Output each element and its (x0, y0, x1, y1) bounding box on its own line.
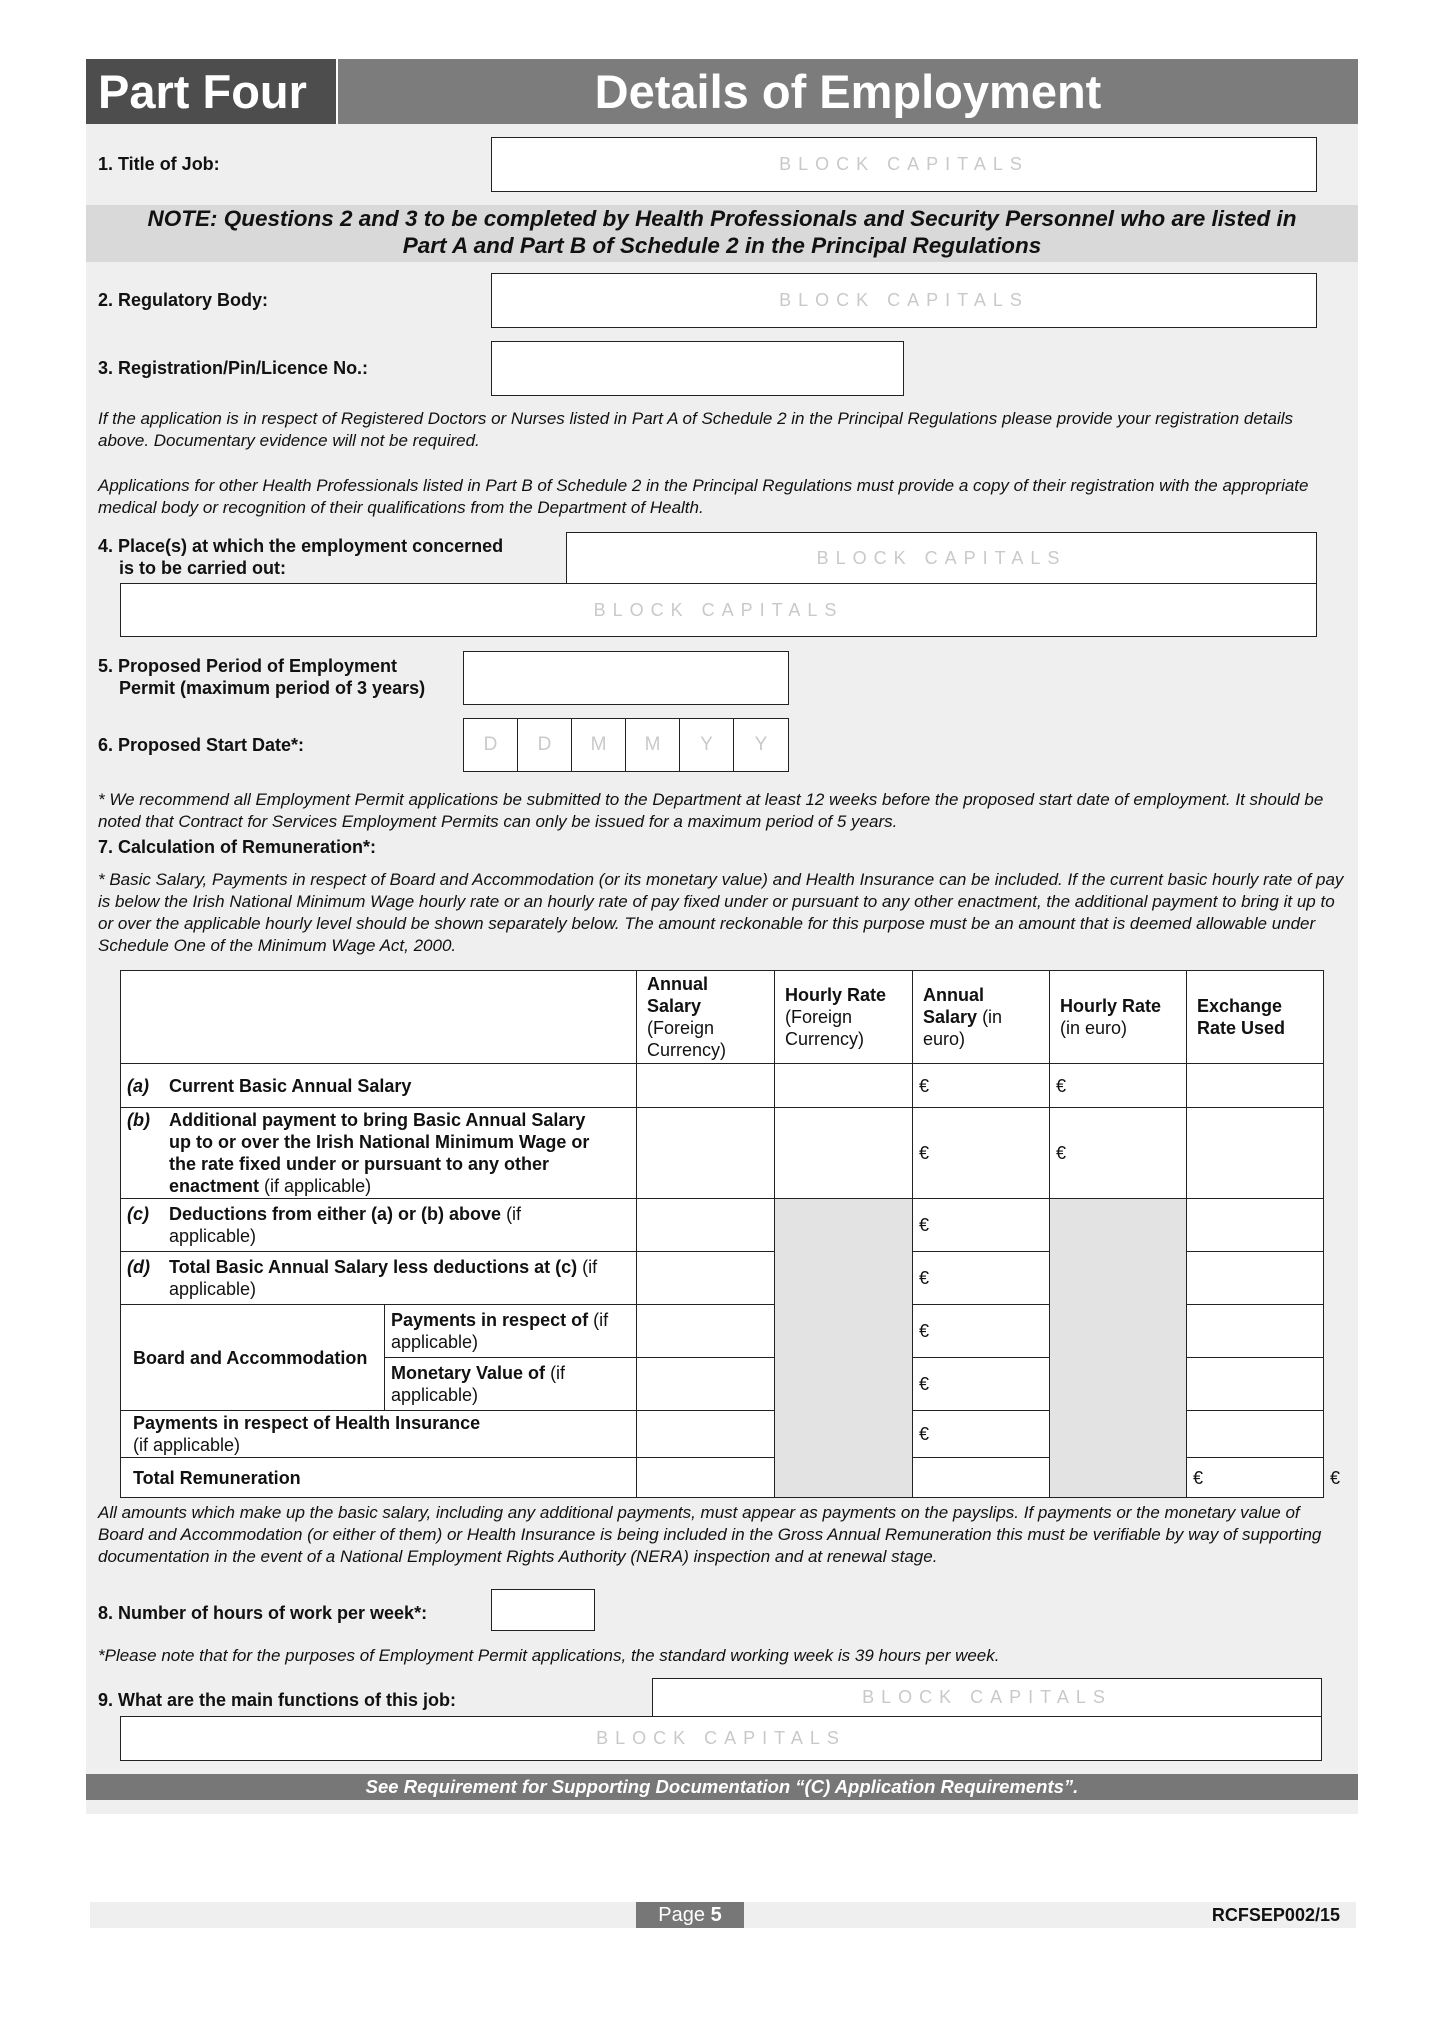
board-monetary-annual-euro[interactable]: € (913, 1358, 1050, 1411)
header-annual-foreign-bold: Annual Salary (647, 974, 708, 1016)
total-remuneration-label: Total Remuneration (121, 1458, 637, 1498)
board-payments-rest: (if applicable) (391, 1310, 609, 1352)
board-monetary-annual-foreign[interactable] (637, 1358, 775, 1411)
board-payments-exchange[interactable] (1187, 1305, 1324, 1358)
q9-label: 9. What are the main functions of this job: (98, 1690, 457, 1710)
q6-label: 6. Proposed Start Date*: (98, 735, 305, 755)
start-date-field[interactable] (463, 718, 789, 772)
job-title-field[interactable] (491, 137, 1317, 192)
permit-period-field[interactable] (463, 651, 789, 705)
regulatory-body-placeholder: BLOCK CAPITALS (779, 290, 1029, 310)
job-title-placeholder: BLOCK CAPITALS (779, 154, 1029, 174)
registration-info-text: If the application is in respect of Registered Doctors or Nurses listed in Part A of Schedule 2 in the Principal Regulations please provide your registration details above. Documentary evidence will not be required. (98, 409, 1294, 450)
row-a-annual-euro[interactable]: € (913, 1064, 1050, 1108)
q5-label-line-1: 5. Proposed Period of Employment (98, 656, 398, 676)
employment-place-field-1[interactable] (566, 532, 1317, 584)
q4-label-line-2: is to be carried out: (119, 558, 287, 578)
start-date-month-2[interactable]: M (626, 719, 680, 771)
header-hourly-euro (1050, 971, 1187, 1064)
registration-number-field[interactable] (491, 341, 904, 396)
board-payments-bold: Payments in respect of (391, 1310, 589, 1330)
section-title: Details of Employment (338, 59, 1358, 124)
hours-note: *Please note that for the purposes of Employment Permit applications, the standard working week is 39 hours per week. (98, 1646, 1000, 1665)
board-payments-annual-foreign[interactable] (637, 1305, 775, 1358)
health-insurance-rest: (if applicable) (133, 1435, 241, 1455)
health-exchange[interactable] (1187, 1411, 1324, 1458)
header-hourly-euro-rest: (in euro) (1060, 1018, 1128, 1038)
row-d-annual-euro[interactable]: € (913, 1252, 1050, 1305)
q5-label (98, 655, 425, 699)
row-d-exchange[interactable] (1187, 1252, 1324, 1305)
row-d-text-rest: (if applicable) (169, 1257, 598, 1299)
header-annual-euro-rest: (in euro) (923, 1007, 1003, 1049)
main-functions-field-2[interactable] (120, 1716, 1322, 1761)
page-number-value: 5 (710, 1904, 722, 1926)
row-c-letter: (c) (127, 1204, 149, 1224)
regulatory-body-field[interactable] (491, 273, 1317, 328)
row-b-exchange[interactable] (1187, 1108, 1324, 1199)
employment-place-placeholder-1: BLOCK CAPITALS (816, 547, 1067, 568)
health-insurance-bold: Payments in respect of Health Insurance (133, 1413, 481, 1433)
table-row (121, 1108, 1324, 1199)
board-monetary-exchange[interactable] (1187, 1358, 1324, 1411)
row-a-annual-foreign[interactable] (637, 1064, 775, 1108)
row-b-letter: (b) (127, 1110, 150, 1130)
start-date-day-2[interactable]: D (518, 719, 572, 771)
row-d-text-bold: Total Basic Annual Salary less deductions at (c) (169, 1257, 578, 1277)
row-a-letter: (a) (127, 1075, 149, 1096)
start-date-note: * We recommend all Employment Permit applications be submitted to the Department at least 12 weeks before the proposed start date of employment. It should be noted that Contract for Services Employment Permits can only be issued for a maximum period of 5 years. (98, 790, 1324, 831)
note-banner (86, 205, 1358, 262)
row-b-annual-euro[interactable]: € (913, 1108, 1050, 1199)
row-b-label (121, 1108, 637, 1199)
start-date-day-1[interactable]: D (464, 719, 518, 771)
header-annual-foreign-rest: (Foreign Currency) (647, 1018, 727, 1060)
row-c-text-rest: (if applicable) (169, 1204, 522, 1246)
row-d-letter: (d) (127, 1257, 150, 1277)
board-payments-label (385, 1305, 637, 1358)
q7-label: 7. Calculation of Remuneration*: (98, 837, 377, 857)
row-b-text-rest: (if applicable) (264, 1176, 372, 1196)
part-heading: Part Four (86, 59, 336, 124)
health-insurance-label (121, 1411, 637, 1458)
health-annual-euro[interactable]: € (913, 1411, 1050, 1458)
row-a-text: Current Basic Annual Salary (169, 1075, 412, 1096)
header-hourly-foreign-rest: (Foreign Currency) (785, 1007, 865, 1049)
q4-label-line-1: 4. Place(s) at which the employment concerned (98, 536, 504, 556)
row-c-text-bold: Deductions from either (a) or (b) above (169, 1204, 502, 1224)
start-date-year-1[interactable]: Y (680, 719, 734, 771)
employment-place-placeholder-2: BLOCK CAPITALS (593, 599, 844, 620)
note-line-1: NOTE: Questions 2 and 3 to be completed by Health Professionals and Security Personnel who are listed in (147, 206, 1297, 231)
q1-label: 1. Title of Job: (98, 154, 220, 174)
start-date-month-1[interactable]: M (572, 719, 626, 771)
header-hourly-foreign (775, 971, 913, 1064)
row-c-label (121, 1199, 637, 1252)
q8-label: 8. Number of hours of work per week*: (98, 1603, 428, 1623)
main-functions-placeholder-1: BLOCK CAPITALS (862, 1687, 1112, 1707)
board-monetary-bold: Monetary Value of (391, 1363, 546, 1383)
table-row (121, 1199, 1324, 1252)
health-annual-foreign[interactable] (637, 1411, 775, 1458)
row-b-text-bold: Additional payment to bring Basic Annual Salary up to or over the Irish National Minimum Wage or the rate fixed under or pursuant to any other enactment (169, 1110, 590, 1196)
table-header-row (121, 971, 1324, 1064)
board-accommodation-label: Board and Accommodation (121, 1305, 385, 1411)
header-annual-foreign (637, 971, 775, 1064)
total-annual-euro[interactable]: € (1187, 1458, 1324, 1498)
supporting-documentation-banner: See Requirement for Supporting Documentation “(C) Application Requirements”. (86, 1774, 1358, 1800)
row-b-hourly-foreign[interactable] (775, 1108, 913, 1199)
header-hourly-foreign-bold: Hourly Rate (785, 985, 887, 1005)
remuneration-note: * Basic Salary, Payments in respect of Board and Accommodation (or its monetary value) and Health Insurance can be included. If the current basic hourly rate of pay is below the Irish National Minimum Wage hourly rate or an hourly rate of pay fixed under or pursuant to any other enactment, the additional payment to bring it up to or over the applicable hourly level should be shown separately below. The amount reckonable for this purpose must be an amount that is deemed allowable under Schedule One of the Minimum Wage Act, 2000. (98, 870, 1344, 955)
table-row (121, 1064, 1324, 1108)
row-b-annual-foreign[interactable] (637, 1108, 775, 1199)
row-c-exchange[interactable] (1187, 1199, 1324, 1252)
header-hourly-euro-bold: Hourly Rate (1060, 996, 1162, 1016)
employment-place-field-2[interactable] (120, 583, 1317, 637)
form-code: RCFSEP002/15 (1211, 1905, 1340, 1925)
row-d-label (121, 1252, 637, 1305)
board-monetary-rest: (if applicable) (391, 1363, 566, 1405)
page-number (636, 1902, 744, 1928)
row-a-exchange[interactable] (1187, 1064, 1324, 1108)
q5-label-line-2: Permit (maximum period of 3 years) (119, 678, 426, 698)
row-c-annual-euro[interactable]: € (913, 1199, 1050, 1252)
main-functions-field-1[interactable] (652, 1678, 1322, 1717)
main-functions-placeholder-2: BLOCK CAPITALS (596, 1728, 846, 1748)
row-b-hourly-euro[interactable]: € (1050, 1108, 1187, 1199)
header-exchange-rate: Exchange Rate Used (1187, 971, 1324, 1064)
header-annual-euro-bold: Annual Salary (923, 985, 984, 1027)
hourly-euro-shaded-cell (1050, 1199, 1187, 1498)
header-annual-euro (913, 971, 1050, 1064)
total-annual-foreign[interactable] (637, 1458, 775, 1498)
row-a-hourly-foreign[interactable] (775, 1064, 913, 1108)
board-monetary-label (385, 1358, 637, 1411)
q3-label: 3. Registration/Pin/Licence No.: (98, 358, 369, 378)
row-c-annual-foreign[interactable] (637, 1199, 775, 1252)
page-label: Page (658, 1904, 706, 1926)
hours-per-week-field[interactable] (491, 1589, 595, 1631)
other-professionals-info-text: Applications for other Health Professionals listed in Part B of Schedule 2 in the Principal Regulations must provide a copy of their registration with the appropriate medical body or recognition of their qualifications from the Department of Health. (98, 476, 1309, 517)
board-payments-annual-euro[interactable]: € (913, 1305, 1050, 1358)
row-d-annual-foreign[interactable] (637, 1252, 775, 1305)
row-a-hourly-euro[interactable]: € (1050, 1064, 1187, 1108)
note-line-2: Part A and Part B of Schedule 2 in the Principal Regulations (402, 233, 1042, 258)
q2-label: 2. Regulatory Body: (98, 290, 269, 310)
remuneration-table (120, 970, 1324, 1498)
header-blank-cell (121, 971, 637, 1064)
total-hourly-foreign[interactable] (913, 1458, 1050, 1498)
hourly-foreign-shaded-cell (775, 1199, 913, 1498)
amounts-note: All amounts which make up the basic salary, including any additional payments, must appear as payments on the payslips. If payments or the monetary value of Board and Accommodation (or either of them) or Health Insurance is being included in the Gross Annual Remuneration this must be verifiable by way of supporting documentation in the event of a National Employment Rights Authority (NERA) inspection and at renewal stage. (98, 1503, 1322, 1566)
start-date-year-2[interactable]: Y (754, 734, 768, 755)
row-a-label (121, 1064, 637, 1108)
q4-label (98, 535, 503, 579)
